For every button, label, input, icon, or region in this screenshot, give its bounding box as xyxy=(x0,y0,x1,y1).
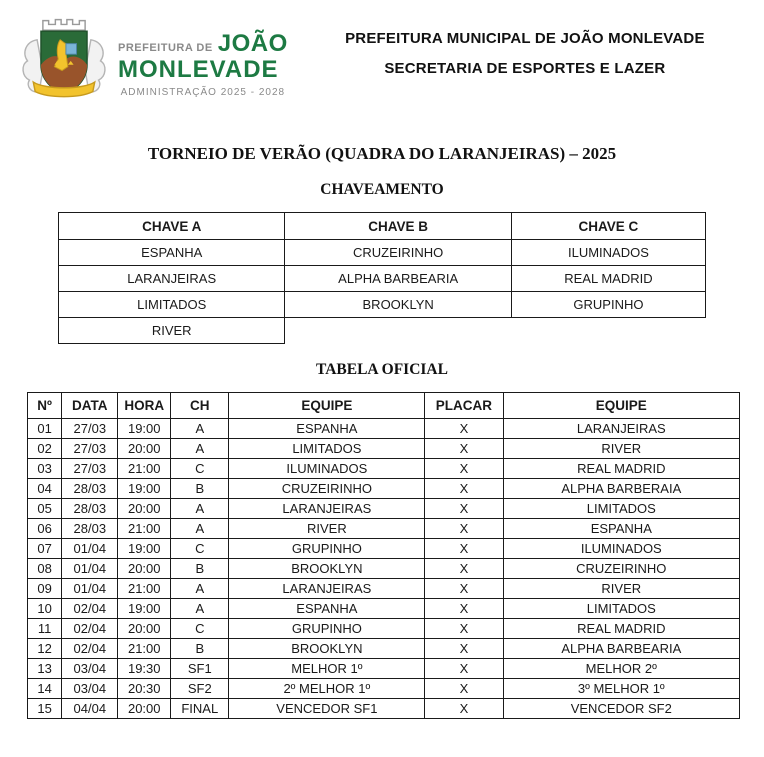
table-cell xyxy=(285,318,511,344)
table-row xyxy=(59,266,706,292)
table-row xyxy=(28,619,740,639)
table-row xyxy=(28,699,740,719)
table-cell: 01/04 xyxy=(62,579,118,599)
table-cell: 27/03 xyxy=(62,459,118,479)
table-cell: 28/03 xyxy=(62,499,118,519)
table-row xyxy=(28,659,740,679)
table-row xyxy=(59,318,706,344)
table-cell: 02/04 xyxy=(62,619,118,639)
table-cell xyxy=(511,318,705,344)
table-cell: GRUPINHO xyxy=(229,539,425,559)
table-cell: X xyxy=(425,419,503,439)
bracket-column-header: CHAVE C xyxy=(511,213,705,240)
bracket-heading: CHAVEAMENTO xyxy=(320,181,444,198)
table-row xyxy=(28,459,740,479)
table-row xyxy=(28,539,740,559)
table-cell: 02 xyxy=(28,439,62,459)
table-cell: BROOKLYN xyxy=(229,559,425,579)
schedule-column-header: EQUIPE xyxy=(503,393,739,419)
org-department: SECRETARIA DE ESPORTES E LAZER xyxy=(384,60,666,77)
table-row xyxy=(28,519,740,539)
table-row xyxy=(28,499,740,519)
document-title: TORNEIO DE VERÃO (QUADRA DO LARANJEIRAS) – 2025 xyxy=(147,144,617,163)
table-cell: ESPANHA xyxy=(59,240,285,266)
table-cell: 20:00 xyxy=(118,439,171,459)
table-cell: A xyxy=(171,579,229,599)
table-cell: VENCEDOR SF2 xyxy=(503,699,739,719)
table-cell: C xyxy=(171,459,229,479)
table-row xyxy=(28,559,740,579)
table-cell: LIMITADOS xyxy=(503,499,739,519)
table-cell: ALPHA BARBEARIA xyxy=(503,639,739,659)
table-cell: B xyxy=(171,559,229,579)
table-cell: B xyxy=(171,479,229,499)
table-row xyxy=(28,479,740,499)
table-cell: X xyxy=(425,439,503,459)
table-cell: A xyxy=(171,419,229,439)
table-row xyxy=(28,599,740,619)
schedule-column-header: HORA xyxy=(118,393,171,419)
table-cell: X xyxy=(425,479,503,499)
table-row xyxy=(28,639,740,659)
table-cell: 02/04 xyxy=(62,599,118,619)
table-cell: X xyxy=(425,619,503,639)
table-cell: RIVER xyxy=(503,579,739,599)
table-cell: 20:00 xyxy=(118,499,171,519)
schedule-column-header: CH xyxy=(171,393,229,419)
table-cell: ILUMINADOS xyxy=(503,539,739,559)
table-cell: 14 xyxy=(28,679,62,699)
logo-city-name-bottom: MONLEVADE xyxy=(118,56,279,83)
table-row xyxy=(28,439,740,459)
table-cell: ILUMINADOS xyxy=(229,459,425,479)
table-cell: 04 xyxy=(28,479,62,499)
schedule-column-header: Nº xyxy=(28,393,62,419)
table-cell: 01/04 xyxy=(62,559,118,579)
table-cell: A xyxy=(171,499,229,519)
table-row xyxy=(28,579,740,599)
table-cell: 01 xyxy=(28,419,62,439)
logo-city-name-top: JOÃO xyxy=(217,30,288,57)
table-cell: X xyxy=(425,519,503,539)
table-cell: 03/04 xyxy=(62,659,118,679)
table-cell: 3º MELHOR 1º xyxy=(503,679,739,699)
table-cell: FINAL xyxy=(171,699,229,719)
table-cell: RIVER xyxy=(503,439,739,459)
table-cell: CRUZEIRINHO xyxy=(285,240,511,266)
table-cell: C xyxy=(171,619,229,639)
table-cell: 2º MELHOR 1º xyxy=(229,679,425,699)
table-cell: 28/03 xyxy=(62,519,118,539)
bracket-column-header: CHAVE A xyxy=(59,213,285,240)
table-cell: C xyxy=(171,539,229,559)
table-cell: LIMITADOS xyxy=(503,599,739,619)
table-cell: 20:00 xyxy=(118,619,171,639)
table-cell: ESPANHA xyxy=(503,519,739,539)
table-cell: ILUMINADOS xyxy=(511,240,705,266)
table-cell: 12 xyxy=(28,639,62,659)
table-cell: VENCEDOR SF1 xyxy=(229,699,425,719)
table-cell: 03/04 xyxy=(62,679,118,699)
city-coat-of-arms-icon xyxy=(16,10,112,108)
table-cell: 10 xyxy=(28,599,62,619)
document-header xyxy=(0,0,764,108)
table-cell: A xyxy=(171,599,229,619)
table-cell: 19:00 xyxy=(118,479,171,499)
table-cell: 19:30 xyxy=(118,659,171,679)
table-cell: 13 xyxy=(28,659,62,679)
table-cell: 20:30 xyxy=(118,679,171,699)
logo-prefix-text: PREFEITURA DE xyxy=(118,42,213,54)
table-cell: REAL MADRID xyxy=(511,266,705,292)
table-cell: LIMITADOS xyxy=(59,292,285,318)
table-row xyxy=(28,419,740,439)
table-cell: A xyxy=(171,519,229,539)
table-cell: X xyxy=(425,599,503,619)
table-cell: 21:00 xyxy=(118,579,171,599)
table-row xyxy=(59,240,706,266)
table-cell: ALPHA BARBEARIA xyxy=(285,266,511,292)
table-cell: 01/04 xyxy=(62,539,118,559)
schedule-header-row xyxy=(28,393,740,419)
table-cell: 03 xyxy=(28,459,62,479)
schedule-column-header: DATA xyxy=(62,393,118,419)
table-row xyxy=(59,292,706,318)
bracket-table xyxy=(58,212,706,344)
table-cell: MELHOR 2º xyxy=(503,659,739,679)
table-cell: 09 xyxy=(28,579,62,599)
table-cell: 07 xyxy=(28,539,62,559)
logo-wordmark xyxy=(118,30,288,98)
logo-administration-text: ADMINISTRAÇÃO 2025 - 2028 xyxy=(120,87,286,98)
table-cell: A xyxy=(171,439,229,459)
table-cell: X xyxy=(425,559,503,579)
table-cell: 05 xyxy=(28,499,62,519)
table-cell: 06 xyxy=(28,519,62,539)
table-cell: BROOKLYN xyxy=(229,639,425,659)
table-cell: X xyxy=(425,679,503,699)
table-cell: 27/03 xyxy=(62,419,118,439)
table-cell: MELHOR 1º xyxy=(229,659,425,679)
schedule-table xyxy=(27,392,740,719)
table-cell: X xyxy=(425,539,503,559)
table-cell: SF1 xyxy=(171,659,229,679)
table-cell: GRUPINHO xyxy=(511,292,705,318)
table-cell: RIVER xyxy=(229,519,425,539)
table-cell: ALPHA BARBERAIA xyxy=(503,479,739,499)
table-cell: 19:00 xyxy=(118,419,171,439)
table-cell: 02/04 xyxy=(62,639,118,659)
table-cell: LARANJEIRAS xyxy=(229,499,425,519)
table-cell: CRUZEIRINHO xyxy=(229,479,425,499)
table-cell: 11 xyxy=(28,619,62,639)
table-cell: 27/03 xyxy=(62,439,118,459)
table-cell: 21:00 xyxy=(118,459,171,479)
table-cell: 20:00 xyxy=(118,559,171,579)
table-cell: 04/04 xyxy=(62,699,118,719)
schedule-column-header: PLACAR xyxy=(425,393,503,419)
bracket-header-row xyxy=(59,213,706,240)
org-header xyxy=(288,10,754,77)
table-cell: 28/03 xyxy=(62,479,118,499)
table-cell: REAL MADRID xyxy=(503,619,739,639)
table-cell: X xyxy=(425,699,503,719)
table-cell: X xyxy=(425,579,503,599)
table-cell: RIVER xyxy=(59,318,285,344)
table-cell: 15 xyxy=(28,699,62,719)
table-cell: X xyxy=(425,499,503,519)
table-cell: CRUZEIRINHO xyxy=(503,559,739,579)
city-logo xyxy=(16,10,288,108)
schedule-column-header: EQUIPE xyxy=(229,393,425,419)
table-cell: 20:00 xyxy=(118,699,171,719)
table-cell: X xyxy=(425,459,503,479)
table-cell: 21:00 xyxy=(118,519,171,539)
table-cell: LARANJEIRAS xyxy=(503,419,739,439)
table-cell: B xyxy=(171,639,229,659)
table-cell: X xyxy=(425,659,503,679)
table-cell: LARANJEIRAS xyxy=(59,266,285,292)
table-cell: ESPANHA xyxy=(229,419,425,439)
table-cell: ESPANHA xyxy=(229,599,425,619)
table-cell: 19:00 xyxy=(118,539,171,559)
bracket-column-header: CHAVE B xyxy=(285,213,511,240)
table-cell: BROOKLYN xyxy=(285,292,511,318)
table-cell: 08 xyxy=(28,559,62,579)
table-cell: 19:00 xyxy=(118,599,171,619)
table-cell: SF2 xyxy=(171,679,229,699)
table-cell: X xyxy=(425,639,503,659)
table-cell: LARANJEIRAS xyxy=(229,579,425,599)
table-cell: LIMITADOS xyxy=(229,439,425,459)
table-cell: REAL MADRID xyxy=(503,459,739,479)
table-cell: 21:00 xyxy=(118,639,171,659)
org-name: PREFEITURA MUNICIPAL DE JOÃO MONLEVADE xyxy=(345,30,705,47)
table-row xyxy=(28,679,740,699)
schedule-heading: TABELA OFICIAL xyxy=(316,361,448,378)
table-cell: GRUPINHO xyxy=(229,619,425,639)
